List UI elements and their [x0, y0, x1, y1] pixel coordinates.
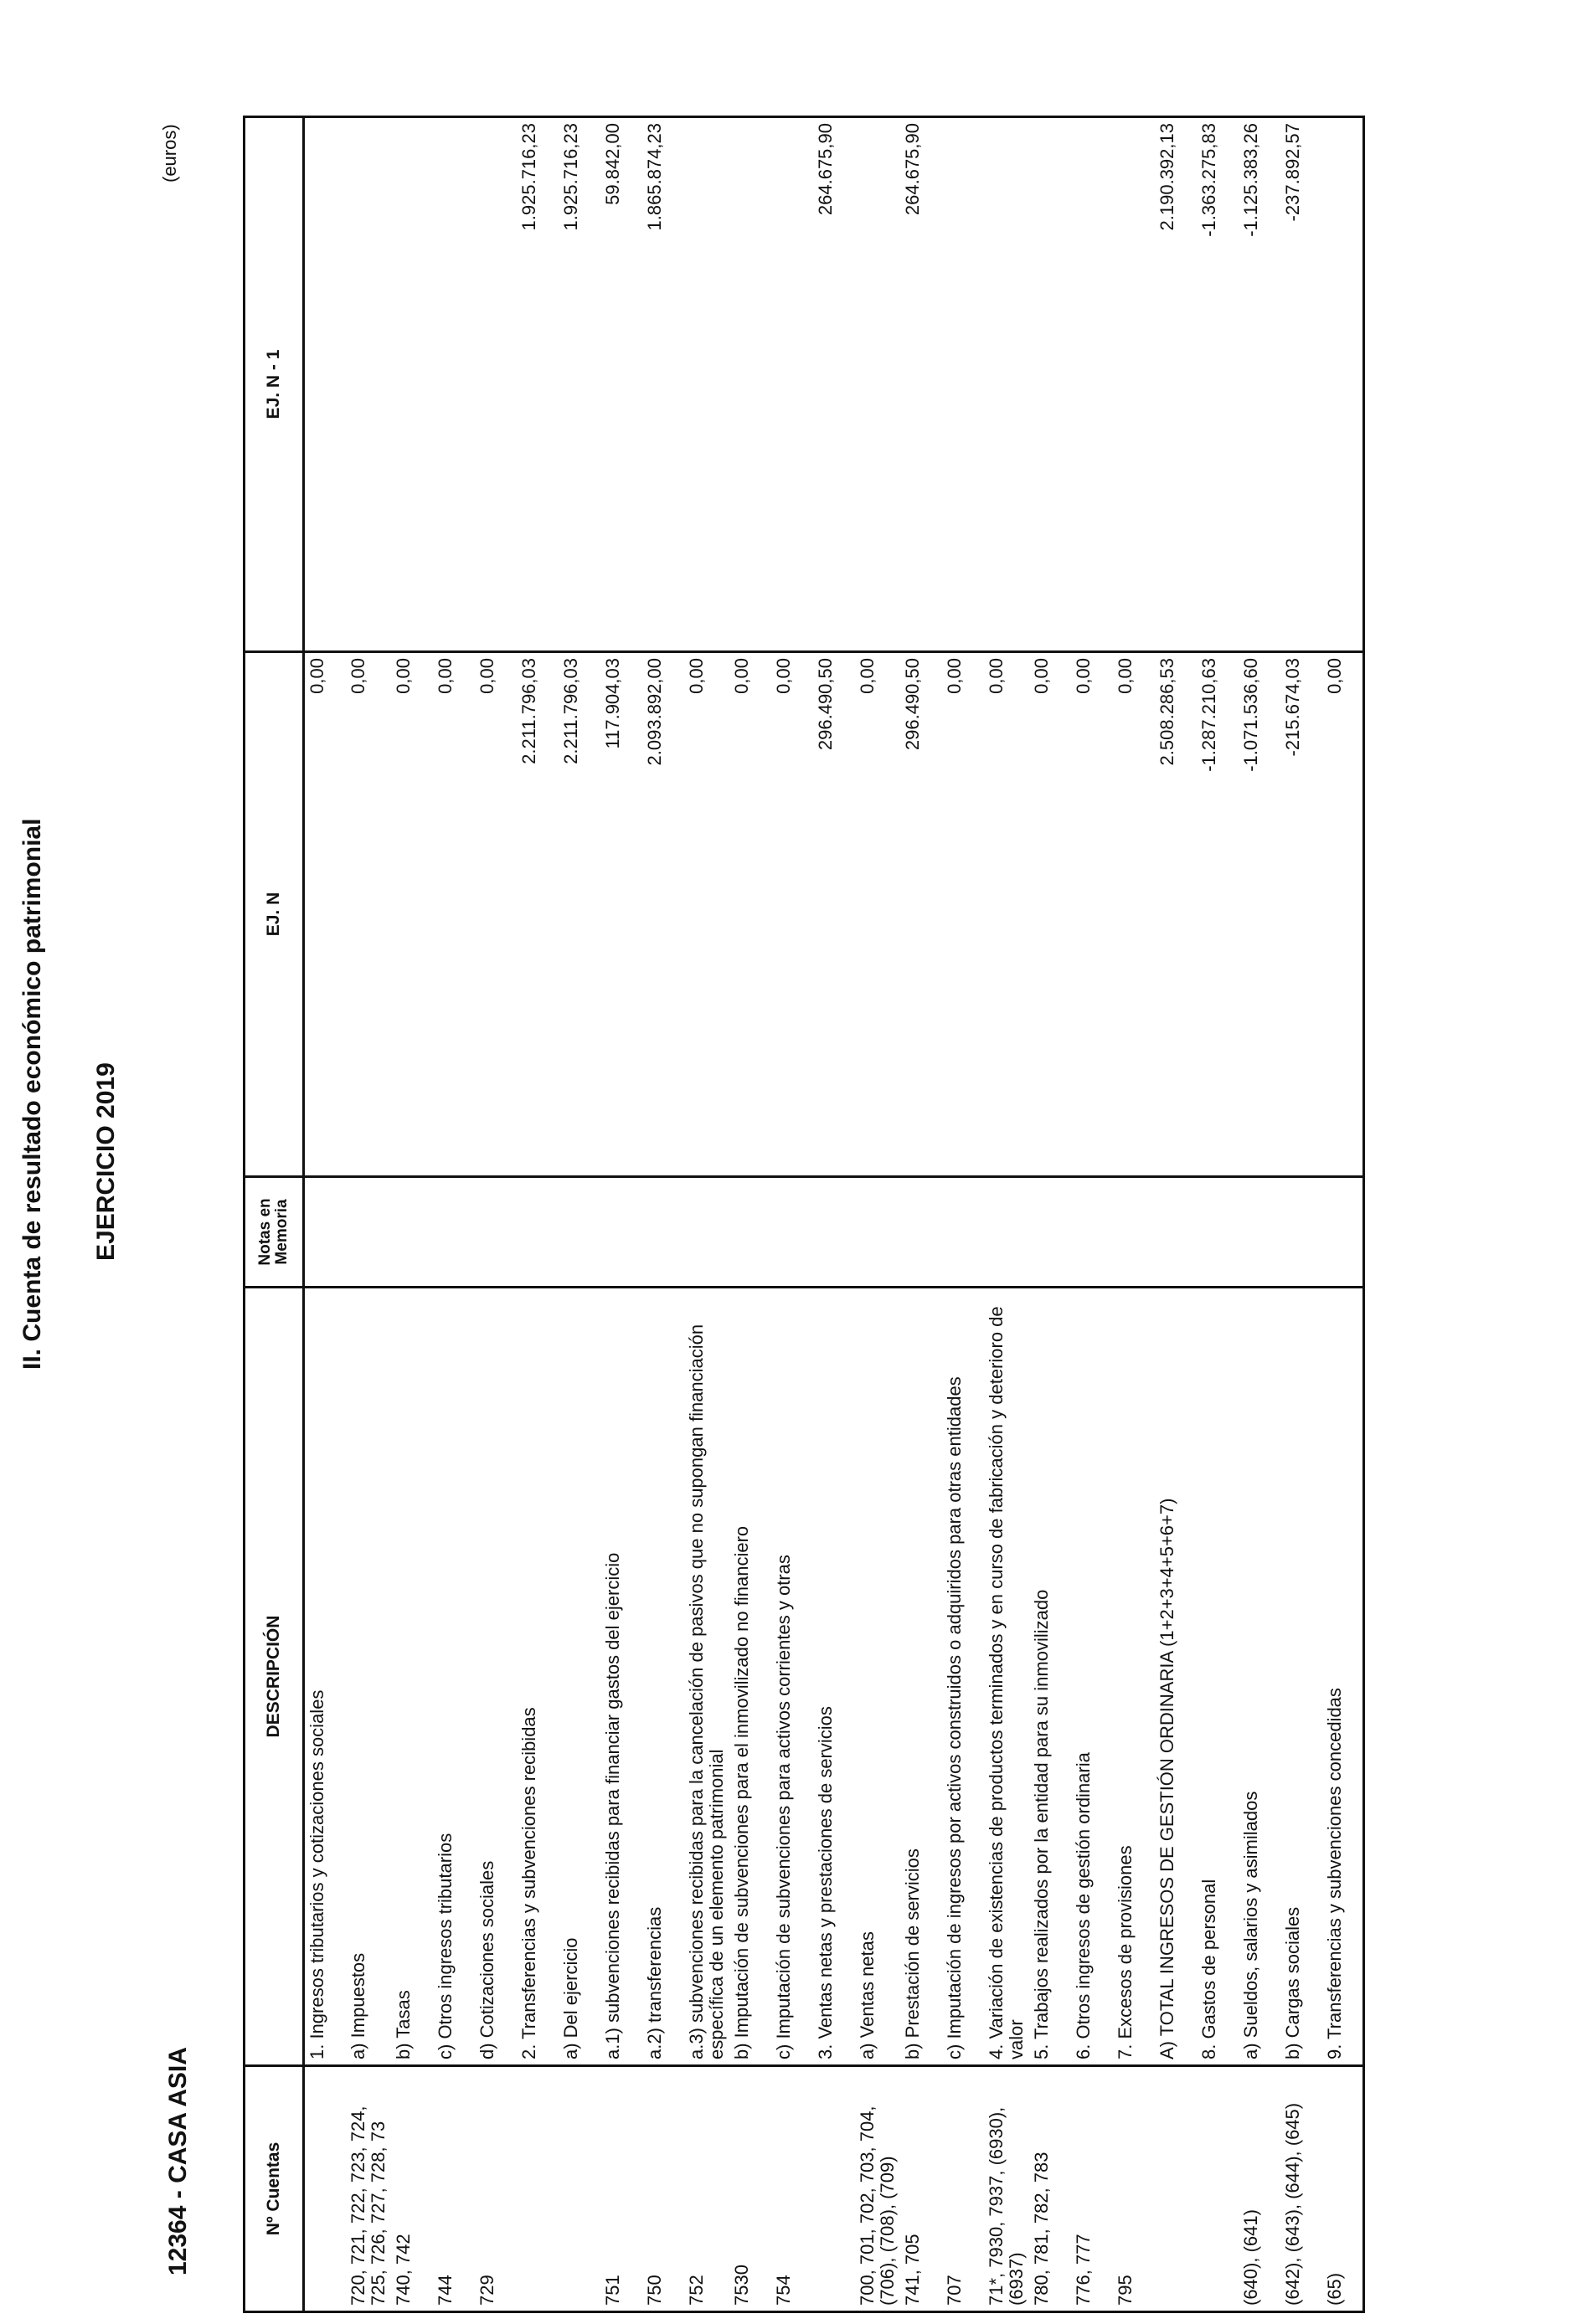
- account-cell: [517, 2066, 559, 2312]
- current-year-value: -1.071.536,60: [1239, 652, 1280, 1177]
- description-cell: 3. Ventas netas y prestaciones de servicios: [813, 1288, 855, 2066]
- previous-year-value: -237.892,57: [1280, 117, 1322, 652]
- account-cell: [813, 2066, 855, 2312]
- notes-cell: [1071, 1177, 1113, 1288]
- notes-cell: [475, 1177, 517, 1288]
- description-cell: a.1) subvenciones recibidas para financiar gastos del ejercicio: [600, 1288, 642, 2066]
- previous-year-value: 264.675,90: [813, 117, 855, 652]
- notes-cell: [1029, 1177, 1071, 1288]
- results-table: [243, 116, 1365, 2313]
- description-cell: 6. Otros ingresos de gestión ordinaria: [1071, 1288, 1113, 2066]
- table-row: [1071, 117, 1113, 2312]
- description-cell: 8. Gastos de personal: [1197, 1288, 1239, 2066]
- account-cell: [1197, 2066, 1239, 2312]
- previous-year-value: [684, 117, 729, 652]
- account-cell: 776, 777: [1071, 2066, 1113, 2312]
- notes-cell: [346, 1177, 391, 1288]
- table-row: [1322, 117, 1364, 2312]
- current-year-value: -1.287.210,63: [1197, 652, 1239, 1177]
- description-cell: 9. Transferencias y subvenciones concedidas: [1322, 1288, 1364, 2066]
- current-year-value: 0,00: [304, 652, 346, 1177]
- current-year-value: 2.508.286,53: [1155, 652, 1197, 1177]
- description-cell: a) Impuestos: [346, 1288, 391, 2066]
- table-row: [1113, 117, 1155, 2312]
- notes-cell: [1322, 1177, 1364, 1288]
- current-year-value: 0,00: [984, 652, 1029, 1177]
- notes-cell: [433, 1177, 475, 1288]
- description-cell: A) TOTAL INGRESOS DE GESTIÓN ORDINARIA (1+2+3+4+5+6+7): [1155, 1288, 1197, 2066]
- description-cell: b) Tasas: [391, 1288, 433, 2066]
- previous-year-value: [1029, 117, 1071, 652]
- description-cell: b) Cargas sociales: [1280, 1288, 1322, 2066]
- notes-cell: [600, 1177, 642, 1288]
- account-cell: 795: [1113, 2066, 1155, 2312]
- description-cell: 4. Variación de existencias de productos terminados y en curso de fabricación y deterioro de valor: [984, 1288, 1029, 2066]
- account-cell: 741, 705: [900, 2066, 942, 2312]
- column-header-current-year: EJ. N: [245, 652, 304, 1177]
- current-year-value: -215.674,03: [1280, 652, 1322, 1177]
- current-year-value: 2.211.796,03: [559, 652, 600, 1177]
- account-cell: 744: [433, 2066, 475, 2312]
- account-cell: 729: [475, 2066, 517, 2312]
- current-year-value: 0,00: [1322, 652, 1364, 1177]
- table-row: [984, 117, 1029, 2312]
- description-cell: a) Ventas netas: [855, 1288, 900, 2066]
- description-cell: 2. Transferencias y subvenciones recibidas: [517, 1288, 559, 2066]
- previous-year-value: 264.675,90: [900, 117, 942, 652]
- notes-cell: [771, 1177, 813, 1288]
- table-row: [729, 117, 771, 2312]
- table-row: [346, 117, 391, 2312]
- current-year-value: 0,00: [684, 652, 729, 1177]
- account-cell: 7530: [729, 2066, 771, 2312]
- previous-year-value: [475, 117, 517, 652]
- current-year-value: 0,00: [729, 652, 771, 1177]
- previous-year-value: 59.842,00: [600, 117, 642, 652]
- previous-year-value: [391, 117, 433, 652]
- column-header-account: Nº Cuentas: [245, 2066, 304, 2312]
- previous-year-value: 1.925.716,23: [517, 117, 559, 652]
- account-cell: [559, 2066, 600, 2312]
- account-cell: 750: [642, 2066, 684, 2312]
- table-row: [1155, 117, 1197, 2312]
- notes-cell: [942, 1177, 984, 1288]
- current-year-value: 0,00: [855, 652, 900, 1177]
- previous-year-value: [729, 117, 771, 652]
- currency-note: (euros): [159, 124, 180, 183]
- table-row: [900, 117, 942, 2312]
- table-row: [1029, 117, 1071, 2312]
- notes-cell: [1239, 1177, 1280, 1288]
- table-row: [642, 117, 684, 2312]
- previous-year-value: [1113, 117, 1155, 652]
- description-cell: c) Imputación de subvenciones para activos corrientes y otras: [771, 1288, 813, 2066]
- notes-cell: [984, 1177, 1029, 1288]
- table-header-row: [245, 117, 304, 2312]
- table-row: [517, 117, 559, 2312]
- current-year-value: 0,00: [1071, 652, 1113, 1177]
- notes-cell: [729, 1177, 771, 1288]
- account-cell: 700, 701, 702, 703, 704, (706), (708), (709): [855, 2066, 900, 2312]
- description-cell: d) Cotizaciones sociales: [475, 1288, 517, 2066]
- previous-year-value: 1.865.874,23: [642, 117, 684, 652]
- account-cell: 720, 721, 722, 723, 724, 725, 726, 727, 728, 73: [346, 2066, 391, 2312]
- notes-cell: [517, 1177, 559, 1288]
- table-row: [1197, 117, 1239, 2312]
- notes-cell: [304, 1177, 346, 1288]
- description-cell: a) Sueldos, salarios y asimilados: [1239, 1288, 1280, 2066]
- notes-cell: [900, 1177, 942, 1288]
- description-cell: 1. Ingresos tributarios y cotizaciones sociales: [304, 1288, 346, 2066]
- current-year-value: 0,00: [475, 652, 517, 1177]
- account-cell: 740, 742: [391, 2066, 433, 2312]
- current-year-value: 296.490,50: [900, 652, 942, 1177]
- notes-cell: [1197, 1177, 1239, 1288]
- previous-year-value: -1.125.383,26: [1239, 117, 1280, 652]
- previous-year-value: 1.925.716,23: [559, 117, 600, 652]
- table-row: [559, 117, 600, 2312]
- notes-cell: [813, 1177, 855, 1288]
- table-row: [684, 117, 729, 2312]
- previous-year-value: [304, 117, 346, 652]
- description-cell: c) Imputación de ingresos por activos construidos o adquiridos para otras entidades: [942, 1288, 984, 2066]
- current-year-value: 296.490,50: [813, 652, 855, 1177]
- current-year-value: 2.211.796,03: [517, 652, 559, 1177]
- fiscal-year-title: EJERCICIO 2019: [92, 1062, 120, 1261]
- previous-year-value: [433, 117, 475, 652]
- description-cell: b) Prestación de servicios: [900, 1288, 942, 2066]
- table-row: [1280, 117, 1322, 2312]
- table-row: [433, 117, 475, 2312]
- table-row: [813, 117, 855, 2312]
- description-cell: b) Imputación de subvenciones para el inmovilizado no financiero: [729, 1288, 771, 2066]
- account-cell: (65): [1322, 2066, 1364, 2312]
- table-row: [855, 117, 900, 2312]
- report-title: II. Cuenta de resultado económico patrimonial: [18, 818, 46, 1370]
- previous-year-value: [771, 117, 813, 652]
- description-cell: a) Del ejercicio: [559, 1288, 600, 2066]
- notes-cell: [1155, 1177, 1197, 1288]
- column-header-description: DESCRIPCIÓN: [245, 1288, 304, 2066]
- notes-cell: [855, 1177, 900, 1288]
- description-cell: a.3) subvenciones recibidas para la cancelación de pasivos que no supongan financiación específica de un elemento patrimonial: [684, 1288, 729, 2066]
- previous-year-value: [1071, 117, 1113, 652]
- current-year-value: 0,00: [391, 652, 433, 1177]
- notes-cell: [684, 1177, 729, 1288]
- account-cell: (640), (641): [1239, 2066, 1280, 2312]
- current-year-value: 2.093.892,00: [642, 652, 684, 1177]
- notes-cell: [1113, 1177, 1155, 1288]
- account-cell: 752: [684, 2066, 729, 2312]
- previous-year-value: [984, 117, 1029, 652]
- account-cell: (642), (643), (644), (645): [1280, 2066, 1322, 2312]
- current-year-value: 0,00: [771, 652, 813, 1177]
- account-cell: 754: [771, 2066, 813, 2312]
- description-cell: 5. Trabajos realizados por la entidad para su inmovilizado: [1029, 1288, 1071, 2066]
- table-body: [304, 117, 1364, 2312]
- description-cell: a.2) transferencias: [642, 1288, 684, 2066]
- previous-year-value: [855, 117, 900, 652]
- entity-name: 12364 - CASA ASIA: [164, 2047, 192, 2275]
- notes-cell: [391, 1177, 433, 1288]
- table-row: [600, 117, 642, 2312]
- column-header-previous-year: EJ. N - 1: [245, 117, 304, 652]
- description-cell: 7. Excesos de provisiones: [1113, 1288, 1155, 2066]
- table-row: [304, 117, 346, 2312]
- account-cell: [1155, 2066, 1197, 2312]
- description-cell: c) Otros ingresos tributarios: [433, 1288, 475, 2066]
- current-year-value: 117.904,03: [600, 652, 642, 1177]
- notes-cell: [1280, 1177, 1322, 1288]
- account-cell: 707: [942, 2066, 984, 2312]
- previous-year-value: [1322, 117, 1364, 652]
- previous-year-value: 2.190.392,13: [1155, 117, 1197, 652]
- table-row: [475, 117, 517, 2312]
- table-row: [771, 117, 813, 2312]
- account-cell: 751: [600, 2066, 642, 2312]
- current-year-value: 0,00: [346, 652, 391, 1177]
- account-cell: 780, 781, 782, 783: [1029, 2066, 1071, 2312]
- table-row: [1239, 117, 1280, 2312]
- account-cell: 71*, 7930, 7937, (6930), (6937): [984, 2066, 1029, 2312]
- current-year-value: 0,00: [433, 652, 475, 1177]
- current-year-value: 0,00: [1029, 652, 1071, 1177]
- previous-year-value: [346, 117, 391, 652]
- table-row: [942, 117, 984, 2312]
- current-year-value: 0,00: [942, 652, 984, 1177]
- current-year-value: 0,00: [1113, 652, 1155, 1177]
- table-row: [391, 117, 433, 2312]
- notes-cell: [642, 1177, 684, 1288]
- notes-cell: [559, 1177, 600, 1288]
- account-cell: [304, 2066, 346, 2312]
- previous-year-value: -1.363.275,83: [1197, 117, 1239, 652]
- column-header-notes: Notas en Memoria: [245, 1177, 304, 1288]
- previous-year-value: [942, 117, 984, 652]
